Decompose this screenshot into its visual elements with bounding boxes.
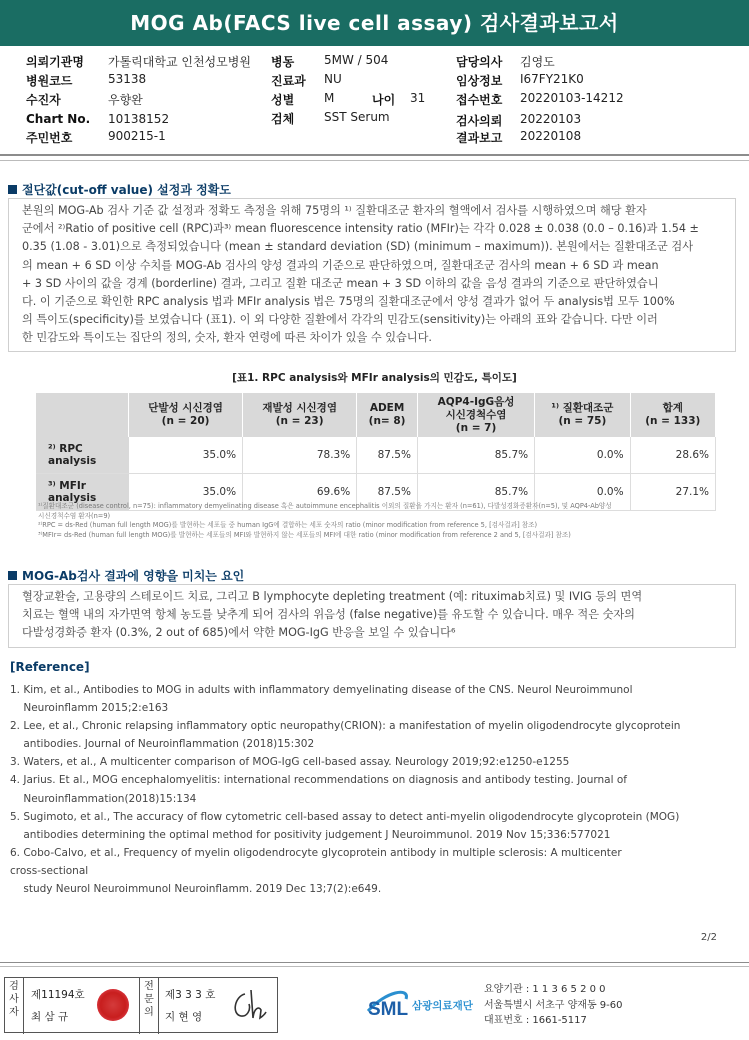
address-line: 서울특별시 서초구 양재동 9-60: [484, 999, 623, 1011]
info-label: 진료과: [271, 74, 306, 88]
table-header: 단발성 시신경염 (n = 20): [129, 393, 243, 437]
info-label: 병동: [271, 55, 295, 69]
info-value: 5MW / 504: [324, 53, 389, 67]
info-label: Chart No.: [26, 112, 91, 126]
info-label: 임상정보: [456, 74, 503, 88]
signer-license: 제3 3 3 호: [165, 989, 216, 1001]
table-title: [표1. RPC analysis와 MFIr analysis의 민감도, 특이도]: [232, 372, 517, 384]
section-heading-factors: [8, 567, 244, 584]
cutoff-paragraph: [22, 202, 722, 348]
table-cell: 28.6%: [630, 437, 715, 474]
text-line: 혈장교환술, 고용량의 스테로이드 치료, 그리고 B lymphocyte depleting treatment (예: rituximab치료) 및 IVIG 등의 면역: [22, 590, 643, 603]
info-value: 31: [410, 91, 426, 105]
table-cell: 35.0%: [129, 474, 243, 511]
table-header: ADEM (n= 8): [357, 393, 418, 437]
sml-logo: [366, 985, 484, 1025]
institution-address: [484, 982, 623, 1029]
info-label: 수진자: [26, 93, 61, 107]
square-bullet-icon: [8, 571, 17, 580]
table-header: 재발성 시신경염 (n = 23): [243, 393, 357, 437]
text-line: 치료는 혈액 내의 자가면역 항체 농도를 낮추게 되어 검사의 위음성 (false negative)를 유도할 수 있습니다. 매우 적은 숫자의: [22, 608, 635, 622]
reference-line: 2. Lee, et al., Chronic relapsing inflammatory optic neuropathy(CRION): a manifestation of myelin oligodendrocyte glycoprotein: [10, 720, 681, 733]
table-cell: 27.1%: [630, 474, 715, 511]
info-label: 의뢰기관명: [26, 55, 84, 69]
signer-name: 최 삼 규: [31, 1011, 69, 1023]
red-seal-stamp: [97, 989, 129, 1021]
footnote: ¹⁾질환대조군 (disease control, n=75): inflammatory demyelinating disease 혹은 autoimmune encephalitis 이외의 질환을 가지는 환자 (n=61), 다발성경화증환자(n=5), 및 AQP4-Ab양성: [38, 502, 612, 510]
table-cell: 87.5%: [357, 437, 418, 474]
info-value: SST Serum: [324, 110, 390, 124]
section-heading-text: MOG-Ab검사 결과에 영향을 미치는 요인: [22, 569, 245, 583]
address-line: 대표번호 : 1661-5117: [484, 1015, 587, 1027]
signer-role-label: 검 사 자: [5, 978, 24, 1034]
text-line: + 3 SD 사이의 값을 경계 (borderline) 결과, 그리고 질환 대조군 mean + 3 SD 이하의 값을 음성 결과의 기준으로 판단하였습니: [22, 276, 659, 290]
table-cell: 0.0%: [535, 437, 630, 474]
text-line: 의 mean + 6 SD 이상 수치를 MOG-Ab 검사의 양성 결과의 기준으로 판단하였으며, 질환대조군 검사의 mean + 6 SD 과 mean: [22, 258, 659, 272]
text-line: 0.35 (1.08 - 3.01)으로 측정되었습니다 (mean ± standard deviation (SD) (minimum – maximum)). 본원에서는 질환대조군 검사: [22, 240, 694, 254]
info-value: 김영도: [520, 55, 555, 69]
reference-line: antibodies determining the optimal method for positivity judgement J Neuroimmunol. 2019 Nov 15;336:577021: [10, 828, 611, 841]
table-cell: 35.0%: [129, 437, 243, 474]
signer-name: 지 현 영: [165, 1011, 203, 1023]
info-label: 접수번호: [456, 93, 503, 107]
info-value: 가톨릭대학교 인천성모병원: [108, 55, 251, 69]
svg-text:SML: SML: [368, 999, 409, 1020]
info-value: 우향완: [108, 93, 143, 107]
table-cell: 85.7%: [417, 437, 534, 474]
signer-role-label: 전 문 의: [139, 978, 159, 1034]
divider: [0, 154, 749, 156]
divider: [0, 160, 749, 161]
row-label: ²⁾ RPC analysis: [36, 437, 129, 474]
text-line: 군에서 ²⁾Ratio of positive cell (RPC)과³⁾ mean fluorescence intensity ratio (MFIr)는 각각 0.028 ± 0.038 (0.0 – 0.16)과 1.54 ±: [22, 222, 699, 236]
info-value: NU: [324, 72, 342, 86]
section-heading-text: 절단값(cut-off value) 설정과 정확도: [22, 183, 231, 197]
info-value: M: [324, 91, 335, 105]
divider: [0, 966, 749, 967]
info-value: 20220108: [520, 129, 582, 143]
table-cell: 0.0%: [535, 474, 630, 511]
row-label: ³⁾ MFIr analysis: [36, 474, 129, 511]
handwritten-signature: [227, 986, 267, 1024]
reference-line: 5. Sugimoto, et al., The accuracy of flow cytometric cell-based assay to detect anti-myelin oligodendrocyte glycoprotein (MOG): [10, 810, 680, 823]
table-header: 합계 (n = 133): [630, 393, 715, 437]
info-value: 10138152: [108, 112, 170, 126]
factors-paragraph: [22, 588, 722, 643]
reference-line: 1. Kim, et al., Antibodies to MOG in adults with inflammatory demyelinating disease of the CNS. Neurol Neuroimmunol: [10, 684, 633, 696]
info-value: 20220103-14212: [520, 91, 624, 105]
page-number: 2/2: [700, 932, 717, 943]
info-label: 담당의사: [456, 55, 503, 69]
table-header: AQP4-IgG음성 시신경척수염 (n = 7): [417, 393, 534, 437]
sml-logo-icon: [366, 985, 484, 1021]
table-row: [36, 437, 716, 474]
section-heading-cutoff: [8, 181, 231, 198]
info-value: 900215-1: [108, 129, 166, 143]
info-label: 검사의뢰: [456, 114, 503, 128]
signature-box: [4, 977, 278, 1033]
signer-license: 제11194호: [31, 989, 85, 1001]
square-bullet-icon: [8, 185, 17, 194]
info-label: 주민번호: [26, 131, 73, 145]
address-line: 요양기관 : 1 1 3 6 5 2 0 0: [484, 984, 606, 995]
table-cell: 78.3%: [243, 437, 357, 474]
info-value: 20220103: [520, 112, 582, 126]
info-value: I67FY21K0: [520, 72, 584, 86]
text-line: 한 민감도와 특이도는 집단의 정의, 숫자, 환자 연령에 따른 차이가 있을 수 있습니다.: [22, 331, 432, 345]
reference-line: Neuroinflammation(2018)15:134: [10, 792, 197, 805]
info-label: 병원코드: [26, 74, 73, 88]
text-line: 의 특이도(specificity)를 보였습니다 (표1). 이 외 다양한 질환에서 각각의 민감도(sensitivity)는 아래의 표와 같습니다. 다만 이러: [22, 313, 658, 327]
info-label: 나이: [372, 93, 396, 107]
reference-line: 3. Waters, et al., A multicenter comparison of MOG-IgG cell-based assay. Neurology 2019;92:e1250-e1255: [10, 756, 570, 769]
reference-line: 6. Cobo-Calvo, et al., Frequency of myelin oligodendrocyte glycoprotein antibody in multiple sclerosis: A multicenter: [10, 846, 622, 859]
table-footnotes: [38, 502, 728, 540]
text-line: 다발성경화증 환자 (0.3%, 2 out of 685)에서 약한 MOG-IgG 반응을 보일 수 있습니다⁶: [22, 626, 456, 640]
info-label: 검체: [271, 112, 295, 126]
patient-info: [0, 46, 749, 154]
sensitivity-table: [36, 393, 716, 511]
reference-heading: [Reference]: [10, 660, 90, 674]
text-line: 본원의 MOG-Ab 검사 기준 값 설정과 정확도 측정을 위해 75명의 ¹⁾ 질환대조군 환자의 혈액에서 검사를 시행하였으며 해당 환자: [22, 204, 647, 217]
table-cell: 85.7%: [417, 474, 534, 511]
text-line: 다. 이 기준으로 확인한 RPC analysis 법과 MFIr analysis 법은 75명의 질환대조군에서 양성 결과가 없어 두 analysis법 모두 100%: [22, 295, 675, 309]
table-header-row: [36, 393, 716, 437]
footnote: ³⁾MFIr= ds-Red (human full length MOG)를 발현하는 세포들의 MFI와 발현하지 않는 세포들의 MFI에 대한 ratio (minor modification from reference 2 and 5, [검사걸과] 참조): [38, 530, 571, 539]
svg-text:삼광의료재단: 삼광의료재단: [412, 1000, 473, 1012]
info-label: 성별: [271, 93, 295, 107]
reference-line: 4. Jarius. Et al., MOG encephalomyelitis: international recommendations on diagnosis and antibody testing. Journal of: [10, 774, 627, 787]
table-cell: 87.5%: [357, 474, 418, 511]
table-cell: 69.6%: [243, 474, 357, 511]
reference-line: cross-sectional: [10, 864, 89, 877]
table-header: ¹⁾ 질환대조군 (n = 75): [535, 393, 630, 437]
reference-list: [10, 681, 730, 898]
info-label: 결과보고: [456, 131, 503, 145]
table-corner-cell: [36, 393, 129, 437]
footnote: ²⁾RPC = ds-Red (human full length MOG)를 발현하는 세포들 중 human IgG에 결합하는 세포 숫자의 ratio (minor modification from reference 5, [검사걸과] 참조): [38, 521, 538, 529]
report-title: MOG Ab(FACS live cell assay) 검사결과보고서: [0, 0, 749, 46]
divider: [0, 962, 749, 963]
reference-line: Neuroinflamm 2015;2:e163: [10, 702, 169, 715]
reference-line: study Neurol Neuroimmunol Neuroinflamm. 2019 Dec 13;7(2):e649.: [10, 883, 382, 896]
info-value: 53138: [108, 72, 147, 86]
reference-line: antibodies. Journal of Neuroinflammation (2018)15:302: [10, 738, 315, 751]
footnote: 시신경척수염 환자(n=9): [38, 511, 111, 520]
